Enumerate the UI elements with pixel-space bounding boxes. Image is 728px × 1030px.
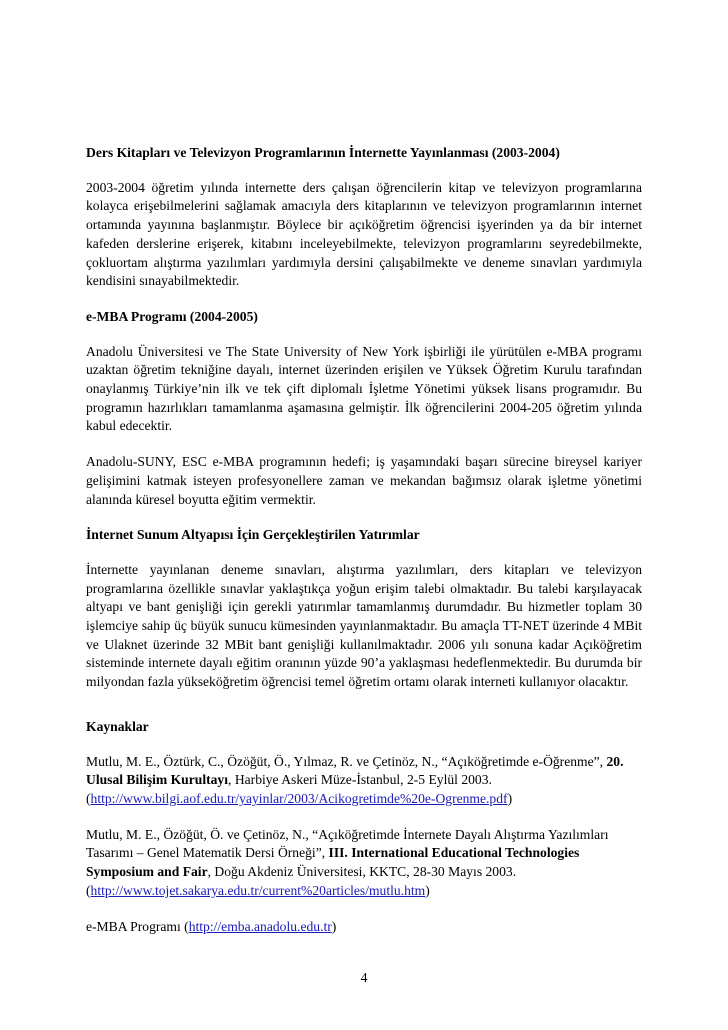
reference-authors: Mutlu, M. E., Özöğüt, Ö. ve Çetinöz, N., “Açıköğretimde İnternete Dayalı Alıştırma Yazılımları Tasarımı – Genel Matematik Dersi Örneği”, — [86, 826, 609, 861]
reference-details: , Doğu Akdeniz Üniversitesi, KKTC, 28-30 Mayıs 2003. — [207, 864, 517, 880]
paren-open: ( — [86, 790, 91, 806]
paragraph-textbooks-tv: 2003-2004 öğretim yılında internette ders çalışan öğrencilerin kitap ve televizyon programlarına kolayca erişebilmelerini sağlamak amacıyla ders kitaplarının ve televizyon programlarının internet ortamında yayınına başlanmıştır. Böylece bir açıköğretim öğrencisi işyerinden ya da bir internet kafeden derslerine erişerek, kitabını inceleyebilmekte, televizyon programlarını seyredebilmekte, çokluortam alıştırma yazılımları yardımıyla dersini çalışabilmekte ve deneme sınavları yardımıyla kendisini sınayabilmektedir. — [86, 179, 642, 289]
reference-item — [86, 826, 642, 901]
reference-item — [86, 753, 642, 809]
reference-venue: III. International Educational Technologies Symposium and Fair — [86, 845, 580, 880]
reference-details: , Harbiye Askeri Müze-İstanbul, 2-5 Eylül 2003. — [228, 772, 492, 788]
paren-close: ) — [507, 790, 513, 806]
reference-text: e-MBA Programı ( — [86, 918, 189, 934]
section-heading-infrastructure: İnternet Sunum Altyapısı İçin Gerçekleştirilen Yatırımlar — [86, 527, 420, 543]
section-heading-emba: e-MBA Programı (2004-2005) — [86, 308, 258, 324]
document-page — [86, 144, 642, 953]
reference-item — [86, 918, 642, 937]
paren-open: ( — [86, 882, 91, 898]
reference-authors: Mutlu, M. E., Öztürk, C., Özöğüt, Ö., Yılmaz, R. ve Çetinöz, N., “Açıköğretimde e-Öğrenme”, — [86, 753, 607, 769]
reference-link[interactable]: http://www.tojet.sakarya.edu.tr/current%20articles/mutlu.htm — [90, 882, 426, 898]
paren-close: ) — [425, 882, 430, 898]
paragraph-emba-1: Anadolu Üniversitesi ve The State University of New York işbirliği ile yürütülen e-MBA programı uzaktan öğretim tekniğine dayalı, internet üzerinden erişilen ve Yüksek Öğretim Kurulu tarafından onaylanmış Türkiye’nin ilk ve tek çift diplomalı İşletme Yönetimi yüksek lisans programıdır. Bu programın hazırlıkları tamamlanma aşamasına gelmiştir. İlk öğrencilerini 2004-205 öğretim yılında kabul edecektir. — [86, 343, 642, 434]
reference-link[interactable]: http://www.bilgi.aof.edu.tr/yayinlar/2003/Acikogretimde%20e-Ogrenme.pdf — [90, 790, 508, 806]
reference-venue: 20. Ulusal Bilişim Kurultayı — [86, 753, 624, 788]
paragraph-infrastructure: İnternette yayınlanan deneme sınavları, alıştırma yazılımları, ders kitapları ve televizyon programlarına özellikle sınavlar yaklaştıkça yoğun erişim talebi olmaktadır. Bu talebi karşılayacak altyapı ve bant genişliği için gerekli yatırımlar tamamlanmış durumdadır. Bu hizmetler toplam 30 işlemciye sahip üç büyük sunucu kümesinden yayınlanmaktadır. Bu amaçla TT-NET üzerinde 4 MBit ve Ulaknet üzerinde 32 MBit bant genişliği kullanılmaktadır. 2006 yılı sonuna kadar Açıköğretim sisteminde internete dayalı eğitim oranının yüzde 90’a yaklaşması hedeflenmektedir. Bu durumda bir milyondan fazla yükseköğretim öğrencisi temel öğretim ortamı olarak interneti kullanıyor olacaktır. — [86, 561, 642, 690]
references-heading: Kaynaklar — [86, 718, 149, 734]
page-number: 4 — [360, 970, 368, 985]
reference-link[interactable]: http://emba.anadolu.edu.tr — [188, 918, 332, 934]
paragraph-emba-2: Anadolu-SUNY, ESC e-MBA programının hedefi; iş yaşamındaki başarı sürecine bireysel kariyer gelişimini katmak isteyen profesyonellere zaman ve mekandan bağımsız olarak işletme yönetimi alanında küresel boyutta eğitim vermektir. — [86, 454, 642, 507]
paren-close: ) — [331, 918, 337, 934]
section-heading-textbooks-tv: Ders Kitapları ve Televizyon Programlarının İnternette Yayınlanması (2003-2004) — [86, 145, 560, 160]
